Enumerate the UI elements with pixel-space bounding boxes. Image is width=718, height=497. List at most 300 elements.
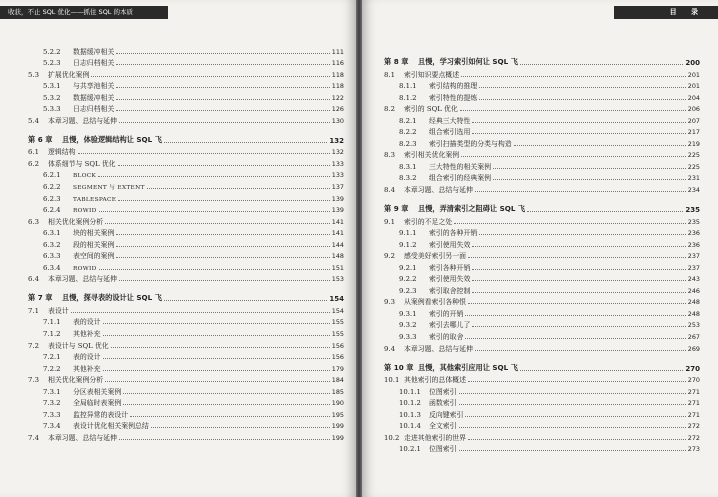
toc-dot-leader xyxy=(475,191,686,192)
toc-entry-page-number: 111 xyxy=(331,47,344,56)
toc-entry-number: 7.4 xyxy=(28,433,39,442)
toc-subsection-entry xyxy=(28,226,344,238)
toc-dot-leader xyxy=(71,312,330,313)
toc-subsection-entry xyxy=(384,125,700,137)
toc-entry-number: 9.1.1 xyxy=(399,229,417,238)
toc-entry-title: 日志归档相关 xyxy=(73,105,115,114)
toc-entry-title: 走进其他索引的世界 xyxy=(404,433,467,442)
toc-entry-title: 日志归档相关 xyxy=(73,59,115,68)
toc-entry-title: 块的相关案例 xyxy=(73,229,115,238)
toc-dot-leader xyxy=(472,292,685,293)
toc-entry-title: 索引结构的推理 xyxy=(429,82,478,91)
toc-entry-number: 8.1 xyxy=(384,70,395,79)
toc-entry-title: 索引使用失效 xyxy=(429,275,471,284)
toc-subsection-entry xyxy=(28,350,344,362)
toc-dot-leader xyxy=(454,223,686,224)
toc-subsection-entry xyxy=(28,315,344,327)
toc-dot-leader xyxy=(459,404,686,405)
toc-dot-leader xyxy=(472,326,685,327)
toc-subsection-entry xyxy=(384,237,700,249)
toc-entry-page-number: 236 xyxy=(687,240,700,249)
toc-subsection-entry xyxy=(28,419,344,431)
toc-entry-page-number: 272 xyxy=(687,422,700,431)
toc-dot-leader xyxy=(116,87,329,88)
toc-dot-leader xyxy=(103,370,330,371)
toc-entry-page-number: 248 xyxy=(687,309,700,318)
toc-entry-page-number: 235 xyxy=(685,206,700,215)
toc-entry-number: 9.2.1 xyxy=(399,263,417,272)
toc-entry-title: 索引相关优化案例 xyxy=(404,151,460,160)
toc-entry-page-number: 234 xyxy=(687,186,700,195)
toc-entry-page-number: 217 xyxy=(687,128,700,137)
toc-dot-leader xyxy=(103,358,330,359)
toc-entry-number: 8.3 xyxy=(384,151,395,160)
toc-entry-page-number: 237 xyxy=(687,252,700,261)
toc-entry-number: 第 8 章 xyxy=(384,57,409,66)
toc-entry-title: 三大特性的相关案例 xyxy=(429,162,492,171)
toc-subsection-entry xyxy=(384,171,700,183)
toc-entry-page-number: 132 xyxy=(329,136,344,145)
toc-entry-title: ROWID xyxy=(73,265,97,272)
toc-subsection-entry xyxy=(384,407,700,419)
toc-entry-title: 索引的开销 xyxy=(429,309,464,318)
toc-entry-page-number: 271 xyxy=(687,387,700,396)
toc-subsection-entry xyxy=(384,283,700,295)
toc-entry-page-number: 116 xyxy=(331,59,344,68)
toc-dot-leader xyxy=(479,87,686,88)
toc-subsection-entry xyxy=(384,329,700,341)
toc-entry-page-number: 155 xyxy=(331,330,344,339)
toc-entry-number: 5.3 xyxy=(28,70,39,79)
toc-entry-title: 表设计与 SQL 优化 xyxy=(48,341,109,350)
toc-dot-leader xyxy=(164,300,327,301)
toc-subsection-entry xyxy=(384,79,700,91)
toc-entry-number: 9.3.1 xyxy=(399,309,417,318)
toc-dot-leader xyxy=(468,303,686,304)
toc-subsection-entry xyxy=(384,318,700,330)
toc-entry-number: 5.3.2 xyxy=(43,93,61,102)
toc-subsection-entry xyxy=(28,260,344,272)
toc-dot-leader xyxy=(116,53,329,54)
toc-dot-leader xyxy=(103,335,330,336)
toc-entry-page-number: 269 xyxy=(687,344,700,353)
toc-dot-leader xyxy=(461,76,686,77)
toc-entry-title: 表设计 xyxy=(48,306,69,315)
toc-dot-leader xyxy=(103,323,330,324)
toc-dot-leader xyxy=(493,179,686,180)
right-running-header: 目 录 xyxy=(614,6,718,19)
toc-entry-page-number: 155 xyxy=(331,318,344,327)
toc-dot-leader xyxy=(479,234,686,235)
toc-entry-title: 索引的取舍 xyxy=(429,333,464,342)
toc-entry-title: 索引的 SQL 优化 xyxy=(404,105,458,114)
toc-entry-number: 8.2.2 xyxy=(399,128,417,137)
toc-entry-page-number: 225 xyxy=(687,151,700,160)
toc-entry-number: 6.2 xyxy=(28,159,39,168)
toc-subsection-entry xyxy=(384,306,700,318)
toc-dot-leader xyxy=(99,211,330,212)
toc-entry-title: 反向键索引 xyxy=(429,410,464,419)
toc-entry-page-number: 118 xyxy=(331,82,344,91)
toc-entry-number: 9.1.2 xyxy=(399,240,417,249)
toc-entry-number: 第 7 章 xyxy=(28,293,53,303)
toc-entry-page-number: 137 xyxy=(331,183,344,192)
toc-dot-leader xyxy=(493,168,686,169)
toc-entry-title: 位图索引 xyxy=(429,445,457,454)
toc-entry-title: 索引使用失效 xyxy=(429,240,471,249)
toc-subsection-entry xyxy=(384,442,700,454)
toc-spacer xyxy=(28,125,344,132)
toc-entry-number: 5.2.2 xyxy=(43,47,61,56)
toc-section-entry xyxy=(28,145,344,157)
toc-dot-leader xyxy=(99,269,330,270)
toc-entry-number: 7.3.1 xyxy=(43,387,61,396)
toc-entry-title: 从案例看索引各种恨 xyxy=(404,298,467,307)
toc-subsection-entry xyxy=(28,44,344,56)
toc-section-entry xyxy=(384,373,700,385)
toc-entry-number: 8.2 xyxy=(384,105,395,114)
toc-entry-page-number: 156 xyxy=(331,341,344,350)
toc-entry-number: 6.2.2 xyxy=(43,183,61,192)
toc-entry-page-number: 139 xyxy=(331,194,344,203)
toc-dot-leader xyxy=(460,110,686,111)
toc-subsection-entry xyxy=(28,203,344,215)
toc-dot-leader xyxy=(130,416,330,417)
toc-subsection-entry xyxy=(384,419,700,431)
toc-entry-page-number: 237 xyxy=(687,263,700,272)
toc-entry-title: 索引各种开销 xyxy=(429,263,471,272)
toc-dot-leader xyxy=(105,223,330,224)
toc-entry-number: 6.2.1 xyxy=(43,171,61,180)
toc-entry-page-number: 236 xyxy=(687,229,700,238)
toc-dot-leader xyxy=(459,450,686,451)
toc-entry-page-number: 243 xyxy=(687,275,700,284)
toc-subsection-entry xyxy=(28,90,344,102)
toc-entry-page-number: 153 xyxy=(331,275,344,284)
toc-entry-number: 6.3.1 xyxy=(43,229,61,238)
toc-entry-title: 索引特性的提炼 xyxy=(429,93,478,102)
toc-dot-leader xyxy=(468,439,686,440)
toc-entry-number: 第 9 章 xyxy=(384,204,409,214)
toc-section-entry xyxy=(28,67,344,79)
right-page xyxy=(362,0,718,497)
toc-entry-title: 数据缓冲相关 xyxy=(73,47,115,56)
toc-entry-page-number: 133 xyxy=(331,171,344,180)
toc-entry-title: 本章习题、总结与延伸 xyxy=(48,275,117,284)
toc-section-entry xyxy=(28,214,344,226)
toc-entry-title: 表空间的案例 xyxy=(73,252,115,261)
toc-entry-title: 其他补充 xyxy=(73,364,101,373)
toc-entry-page-number: 156 xyxy=(331,353,344,362)
toc-entry-number: 5.3.3 xyxy=(43,105,61,114)
left-running-header: 收获，不止 SQL 优化——抓住 SQL 的本质 xyxy=(0,6,168,19)
toc-dot-leader xyxy=(479,99,686,100)
toc-entry-page-number: 246 xyxy=(687,286,700,295)
toc-section-entry xyxy=(384,214,700,226)
toc-entry-number: 8.2.3 xyxy=(399,139,417,148)
toc-entry-number: 5.2.3 xyxy=(43,59,61,68)
toc-dot-leader xyxy=(475,350,686,351)
toc-entry-page-number: 132 xyxy=(331,148,344,157)
toc-entry-title: 组合索引的经典案例 xyxy=(429,174,492,183)
toc-entry-number: 第 6 章 xyxy=(28,134,53,144)
toc-section-entry xyxy=(384,102,700,114)
toc-entry-page-number: 204 xyxy=(687,93,700,102)
toc-spacer xyxy=(384,194,700,201)
right-toc xyxy=(384,54,700,453)
toc-dot-leader xyxy=(119,280,330,281)
toc-dot-leader xyxy=(91,76,329,77)
toc-subsection-entry xyxy=(28,384,344,396)
toc-dot-leader xyxy=(118,200,330,201)
toc-spacer xyxy=(28,283,344,290)
toc-entry-page-number: 144 xyxy=(331,240,344,249)
toc-section-entry xyxy=(28,303,344,315)
toc-dot-leader xyxy=(147,188,330,189)
toc-entry-number: 7.3.3 xyxy=(43,410,61,419)
toc-entry-title: 本章习题、总结与延伸 xyxy=(404,344,473,353)
toc-subsection-entry xyxy=(28,326,344,338)
toc-entry-page-number: 270 xyxy=(685,364,700,373)
toc-entry-number: 10.1.2 xyxy=(399,399,421,408)
toc-entry-page-number: 271 xyxy=(687,399,700,408)
toc-subsection-entry xyxy=(384,226,700,238)
toc-entry-title: 体系细节与 SQL 优化 xyxy=(48,159,116,168)
toc-entry-page-number: 267 xyxy=(687,333,700,342)
toc-entry-number: 7.1 xyxy=(28,306,39,315)
toc-entry-title: 组合索引选用 xyxy=(429,128,471,137)
toc-entry-title: 相关优化案例分析 xyxy=(48,217,104,226)
toc-entry-page-number: 273 xyxy=(687,445,700,454)
toc-dot-leader xyxy=(78,153,330,154)
toc-entry-number: 6.2.3 xyxy=(43,194,61,203)
toc-chapter-entry xyxy=(384,54,700,67)
toc-chapter-entry xyxy=(28,290,344,303)
toc-entry-number: 6.3 xyxy=(28,217,39,226)
toc-subsection-entry xyxy=(384,384,700,396)
toc-entry-title: 感受美好索引另一面 xyxy=(404,252,467,261)
toc-section-entry xyxy=(28,113,344,125)
toc-entry-number: 5.3.1 xyxy=(43,82,61,91)
toc-entry-page-number: 253 xyxy=(687,321,700,330)
toc-subsection-entry xyxy=(384,396,700,408)
toc-entry-page-number: 141 xyxy=(331,217,344,226)
toc-entry-number: 7.1.1 xyxy=(43,318,61,327)
toc-entry-title: ROWID xyxy=(73,208,97,215)
toc-subsection-entry xyxy=(384,159,700,171)
toc-entry-title: 经典三大特性 xyxy=(429,116,471,125)
toc-dot-leader xyxy=(116,234,329,235)
toc-entry-page-number: 133 xyxy=(331,159,344,168)
toc-entry-number: 8.4 xyxy=(384,186,395,195)
toc-dot-leader xyxy=(119,439,330,440)
toc-entry-number: 8.1.2 xyxy=(399,93,417,102)
toc-entry-page-number: 195 xyxy=(331,410,344,419)
toc-subsection-entry xyxy=(28,249,344,261)
toc-dot-leader xyxy=(472,280,685,281)
toc-entry-page-number: 122 xyxy=(331,93,344,102)
toc-subsection-entry xyxy=(384,113,700,125)
toc-subsection-entry xyxy=(384,272,700,284)
toc-entry-page-number: 130 xyxy=(331,116,344,125)
toc-entry-title: 表的设计 xyxy=(73,318,101,327)
toc-entry-number: 6.2.4 xyxy=(43,206,61,215)
toc-dot-leader xyxy=(465,338,685,339)
toc-entry-page-number: 185 xyxy=(331,387,344,396)
toc-dot-leader xyxy=(123,404,330,405)
toc-entry-title: 索引去哪儿了 xyxy=(429,321,471,330)
toc-subsection-entry xyxy=(28,168,344,180)
toc-section-entry xyxy=(384,67,700,79)
toc-entry-number: 8.3.2 xyxy=(399,174,417,183)
toc-section-entry xyxy=(384,182,700,194)
toc-entry-number: 6.4 xyxy=(28,275,39,284)
toc-entry-number: 5.4 xyxy=(28,116,39,125)
toc-section-entry xyxy=(28,373,344,385)
toc-entry-title: 索引取舍控制 xyxy=(429,286,471,295)
toc-dot-leader xyxy=(468,257,686,258)
toc-subsection-entry xyxy=(28,237,344,249)
toc-entry-page-number: 272 xyxy=(687,433,700,442)
toc-entry-title: 本章习题、总结与延伸 xyxy=(48,433,117,442)
toc-dot-leader xyxy=(116,99,329,100)
toc-entry-number: 10.1.1 xyxy=(399,387,421,396)
toc-dot-leader xyxy=(461,156,686,157)
toc-entry-title: 索引的各种开销 xyxy=(429,229,478,238)
toc-entry-number: 7.1.2 xyxy=(43,330,61,339)
toc-entry-page-number: 154 xyxy=(331,306,344,315)
toc-entry-title: 且慢，弄清索引之阻碍让 SQL 飞 xyxy=(418,204,526,214)
toc-subsection-entry xyxy=(28,56,344,68)
toc-spacer xyxy=(384,353,700,360)
toc-entry-page-number: 270 xyxy=(687,376,700,385)
toc-subsection-entry xyxy=(28,361,344,373)
toc-entry-title: 且慢，学习索引如何让 SQL 飞 xyxy=(418,57,518,66)
toc-entry-number: 10.2.1 xyxy=(399,445,421,454)
toc-entry-page-number: 248 xyxy=(687,298,700,307)
toc-entry-page-number: 207 xyxy=(687,116,700,125)
toc-entry-number: 第 10 章 xyxy=(384,362,414,372)
toc-entry-title: TABLESPACE xyxy=(73,196,117,203)
toc-entry-title: 分区表相关案例 xyxy=(73,387,122,396)
toc-section-entry xyxy=(28,156,344,168)
toc-subsection-entry xyxy=(384,90,700,102)
toc-entry-title: 其他补充 xyxy=(73,330,101,339)
toc-entry-title: BLOCK xyxy=(73,173,97,180)
toc-dot-leader xyxy=(527,211,683,212)
toc-dot-leader xyxy=(116,110,329,111)
toc-entry-page-number: 201 xyxy=(687,70,700,79)
toc-entry-page-number: 201 xyxy=(687,82,700,91)
toc-entry-title: 数据缓冲相关 xyxy=(73,93,115,102)
toc-entry-page-number: 151 xyxy=(331,263,344,272)
toc-entry-number: 6.3.3 xyxy=(43,252,61,261)
toc-dot-leader xyxy=(465,315,685,316)
toc-entry-number: 8.1.1 xyxy=(399,82,417,91)
toc-entry-title: 相关优化案例分析 xyxy=(48,376,104,385)
toc-entry-page-number: 154 xyxy=(329,295,344,304)
toc-entry-page-number: 184 xyxy=(331,376,344,385)
toc-entry-number: 8.3.1 xyxy=(399,162,417,171)
toc-entry-title: SEGMENT 与 EXTENT xyxy=(73,185,145,192)
toc-section-entry xyxy=(384,148,700,160)
toc-entry-page-number: 235 xyxy=(687,217,700,226)
toc-chapter-entry xyxy=(28,132,344,145)
toc-section-entry xyxy=(28,430,344,442)
toc-section-entry xyxy=(28,272,344,284)
toc-subsection-entry xyxy=(384,260,700,272)
toc-entry-title: 且慢，体验逻辑结构让 SQL 飞 xyxy=(62,134,162,144)
toc-subsection-entry xyxy=(28,407,344,419)
toc-entry-number: 10.2 xyxy=(384,433,400,442)
toc-entry-number: 10.1.4 xyxy=(399,422,421,431)
toc-entry-title: 函数索引 xyxy=(429,399,457,408)
toc-dot-leader xyxy=(116,257,329,258)
toc-section-entry xyxy=(384,249,700,261)
toc-entry-number: 10.1 xyxy=(384,376,400,385)
toc-dot-leader xyxy=(520,370,683,371)
toc-subsection-entry xyxy=(28,191,344,203)
toc-entry-page-number: 141 xyxy=(331,229,344,238)
toc-entry-number: 9.4 xyxy=(384,344,395,353)
toc-entry-page-number: 126 xyxy=(331,105,344,114)
left-toc xyxy=(28,44,344,442)
toc-entry-number: 7.2.2 xyxy=(43,364,61,373)
toc-entry-number: 6.3.4 xyxy=(43,263,61,272)
toc-dot-leader xyxy=(123,393,330,394)
toc-subsection-entry xyxy=(28,102,344,114)
toc-entry-number: 7.2 xyxy=(28,341,39,350)
toc-entry-page-number: 139 xyxy=(331,206,344,215)
toc-subsection-entry xyxy=(28,79,344,91)
toc-entry-title: 索引知识要点概述 xyxy=(404,70,460,79)
toc-section-entry xyxy=(384,430,700,442)
toc-entry-page-number: 271 xyxy=(687,410,700,419)
toc-entry-title: 本章习题、总结与延伸 xyxy=(404,186,473,195)
toc-entry-page-number: 199 xyxy=(331,422,344,431)
toc-entry-number: 9.2.2 xyxy=(399,275,417,284)
toc-entry-page-number: 148 xyxy=(331,252,344,261)
toc-entry-title: 索引扫描类型的分类与构造 xyxy=(429,139,512,148)
toc-entry-page-number: 200 xyxy=(685,59,700,67)
toc-dot-leader xyxy=(111,347,330,348)
toc-entry-number: 7.3 xyxy=(28,376,39,385)
toc-subsection-entry xyxy=(384,136,700,148)
toc-entry-number: 9.3 xyxy=(384,298,395,307)
toc-entry-number: 6.3.2 xyxy=(43,240,61,249)
toc-entry-page-number: 190 xyxy=(331,399,344,408)
toc-entry-title: 逻辑结构 xyxy=(48,148,76,157)
toc-dot-leader xyxy=(459,393,686,394)
toc-entry-title: 表的设计 xyxy=(73,353,101,362)
left-page xyxy=(0,0,356,497)
toc-entry-number: 7.2.1 xyxy=(43,353,61,362)
toc-section-entry xyxy=(384,295,700,307)
toc-dot-leader xyxy=(116,246,329,247)
toc-entry-number: 9.2.3 xyxy=(399,286,417,295)
toc-dot-leader xyxy=(514,145,686,146)
toc-dot-leader xyxy=(468,381,686,382)
toc-entry-number: 9.3.2 xyxy=(399,321,417,330)
toc-dot-leader xyxy=(472,133,685,134)
toc-dot-leader xyxy=(151,427,330,428)
toc-entry-page-number: 199 xyxy=(331,433,344,442)
toc-dot-leader xyxy=(116,64,329,65)
toc-chapter-entry xyxy=(384,201,700,214)
toc-dot-leader xyxy=(98,176,330,177)
toc-dot-leader xyxy=(118,165,330,166)
toc-entry-page-number: 225 xyxy=(687,162,700,171)
